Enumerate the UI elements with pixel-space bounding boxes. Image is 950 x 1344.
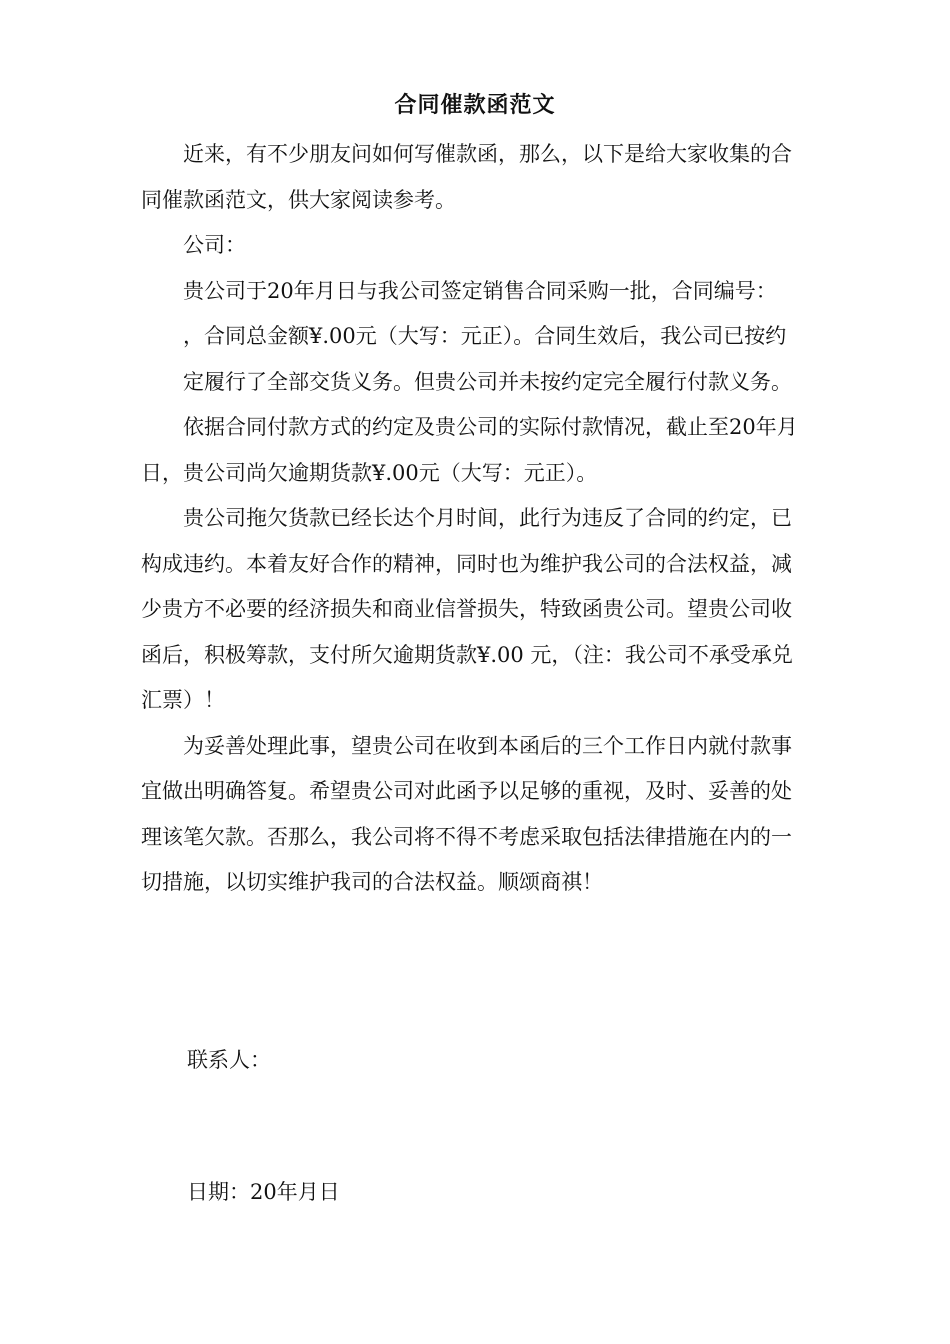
paragraph-salutation: 公司： — [183, 233, 246, 257]
paragraph-request: 为妥善处理此事，望贵公司在收到本函后的三个工作日内就付款事宜做出明确答复。希望贵公司对此函予以足够的重视，及时、妥善的处理该笔欠款。否那么，我公司将不得不考虑采取包括法律措施在内的一切措施，以切实维护我司的合法权益。顺颂商祺！ — [141, 733, 792, 894]
paragraph-contract-info: 贵公司于20年月日与我公司签定销售合同采购一批，合同编号： — [183, 278, 777, 303]
date-label: 日期：20年月日 — [187, 1180, 340, 1204]
paragraph-breach: 贵公司拖欠货款已经长达个月时间，此行为违反了合同的约定，已构成违约。本着友好合作的精神，同时也为维护我公司的合法权益，减少贵方不必要的经济损失和商业信誉损失，特致函贵公司。望贵公司收函后，积极筹款，支付所欠逾期货款¥.00 元，（注：我公司不承受承兑汇票）！ — [141, 506, 793, 712]
paragraph-intro: 近来，有不少朋友问如何写催款函，那么，以下是给大家收集的合同催款函范文，供大家阅读参考。 — [141, 142, 792, 212]
contact-label: 联系人： — [187, 1048, 271, 1072]
document-title: 合同催款函范文 — [394, 92, 556, 118]
document-body — [141, 132, 811, 906]
paragraph-delivery: 定履行了全部交货义务。但贵公司并未按约定完全履行付款义务。 — [183, 369, 792, 394]
paragraph-overdue: 依据合同付款方式的约定及贵公司的实际付款情况，截止至20年月日，贵公司尚欠逾期货款¥.00元（大写：元正）。 — [141, 415, 798, 485]
paragraph-contract-amount: ，合同总金额¥.00元（大写：元正）。合同生效后，我公司已按约 — [183, 324, 787, 348]
